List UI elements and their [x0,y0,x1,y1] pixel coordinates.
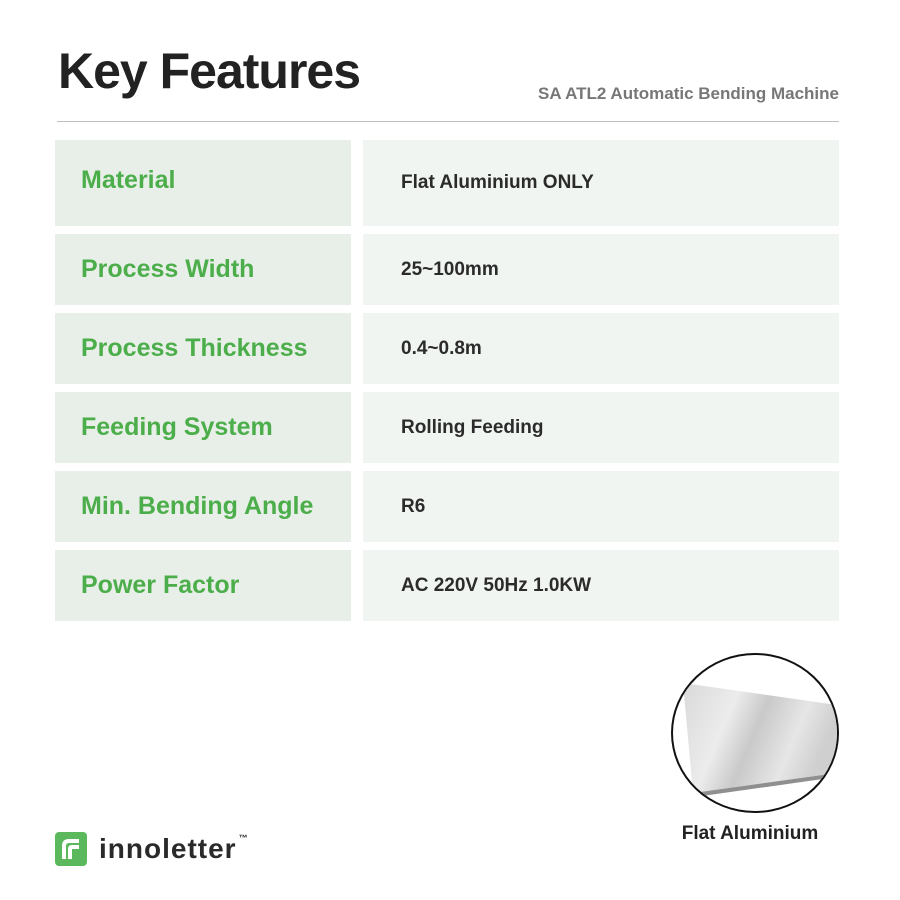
sample-caption: Flat Aluminium [681,823,819,844]
aluminium-sample-image [671,653,839,813]
aluminium-sheet-icon [673,655,837,811]
feature-row-feeding-system [55,392,839,463]
feature-value: AC 220V 50Hz 1.0KW [363,550,839,621]
feature-label: Process Thickness [55,313,351,384]
brand-logo [55,832,249,866]
product-subtitle: SA ATL2 Automatic Bending Machine [538,84,839,103]
feature-label: Feeding System [55,392,351,463]
feature-label: Process Width [55,234,351,305]
feature-label: Power Factor [55,550,351,621]
feature-value: 25~100mm [363,234,839,305]
feature-value: R6 [363,471,839,542]
feature-value: Flat Aluminium ONLY [363,140,839,226]
feature-row-process-width [55,234,839,305]
feature-value: Rolling Feeding [363,392,839,463]
brand-name: innoletter ™ [99,833,249,864]
feature-label: Min. Bending Angle [55,471,351,542]
feature-value: 0.4~0.8m [363,313,839,384]
feature-row-min-bending-angle [55,471,839,542]
feature-row-material [55,140,839,226]
page-title: Key Features [58,43,361,99]
brand-mark-icon [55,832,87,866]
feature-label: Material [55,140,351,226]
feature-row-power-factor [55,550,839,621]
feature-row-process-thickness [55,313,839,384]
header-divider [57,121,839,122]
features-table [55,140,839,629]
